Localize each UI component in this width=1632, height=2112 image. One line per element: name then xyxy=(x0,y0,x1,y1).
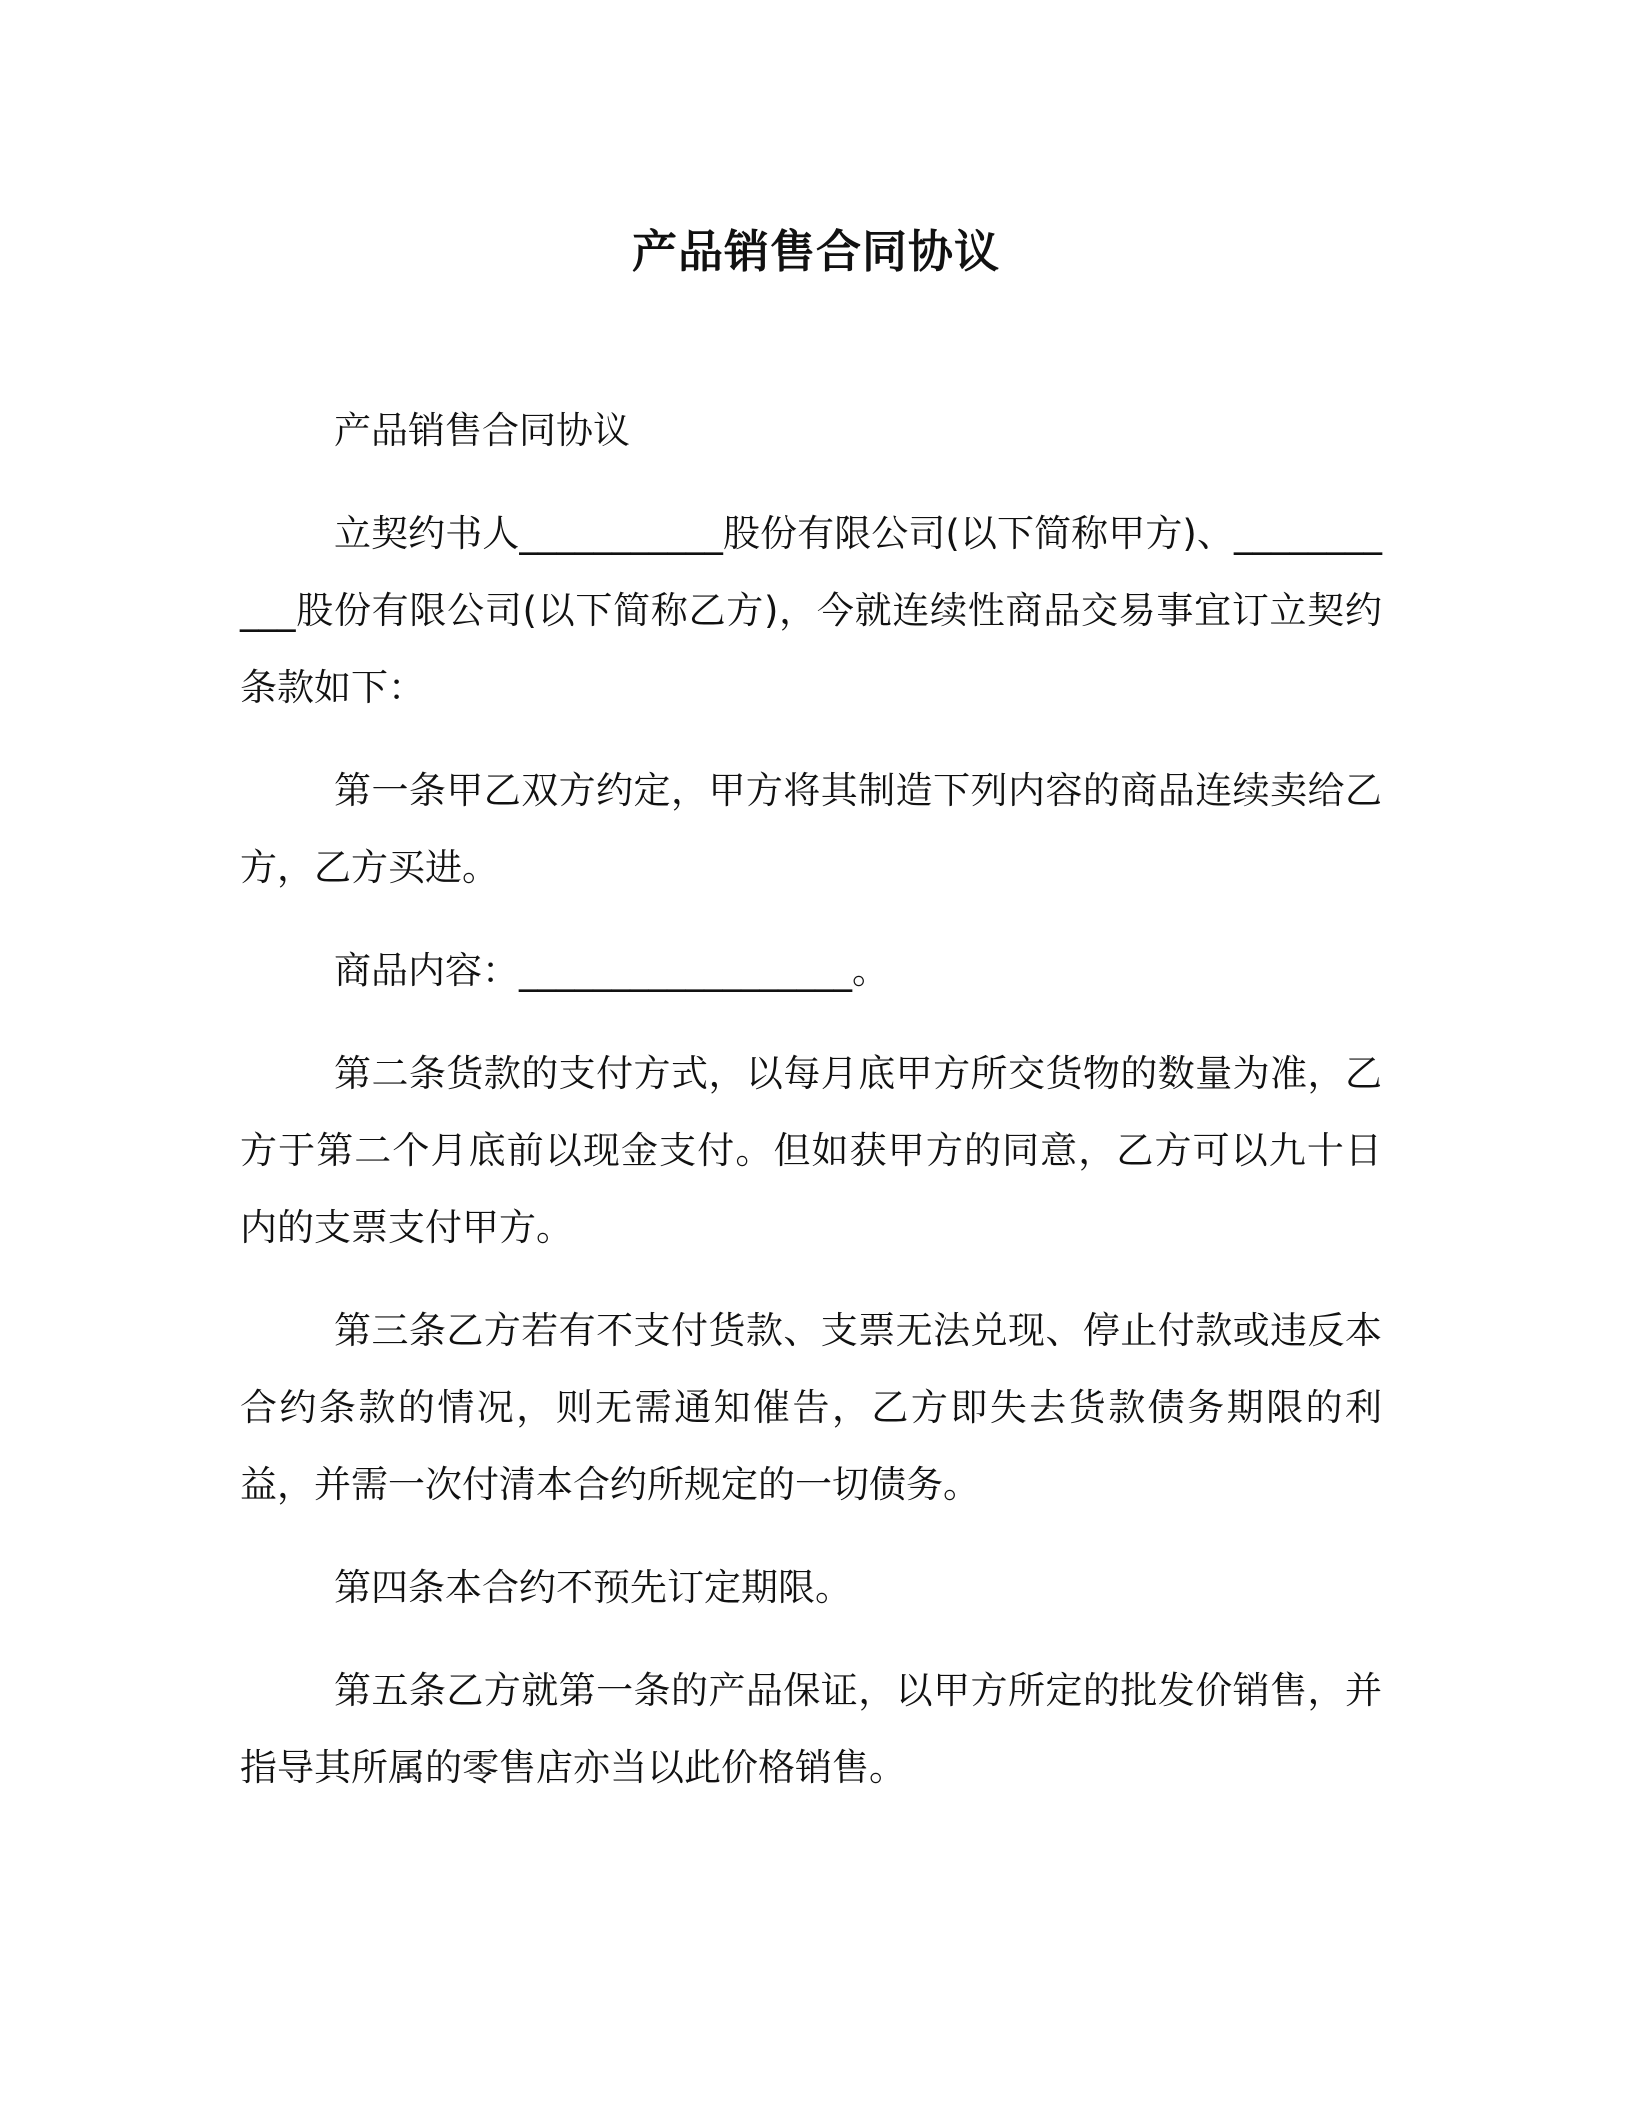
paragraph-article-3: 第三条乙方若有不支付货款、支票无法兑现、停止付款或违反本合约条款的情况，则无需通知催告，乙方即失去货款债务期限的利益，并需一次付清本合约所规定的一切债务。 xyxy=(240,1309,1382,1506)
paragraph-heading: 产品销售合同协议 xyxy=(334,409,630,452)
document-title: 产品销售合同协议 xyxy=(631,225,1000,278)
document-body xyxy=(240,392,1382,1832)
paragraph-parties: 立契约书人___________股份有限公司(以下简称甲方)、___________股份有限公司(以下简称乙方)，今就连续性商品交易事宜订立契约条款如下： xyxy=(240,512,1382,709)
paragraph-article-2: 第二条货款的支付方式，以每月底甲方所交货物的数量为准，乙方于第二个月底前以现金支付。但如获甲方的同意，乙方可以九十日内的支票支付甲方。 xyxy=(240,1052,1382,1249)
paragraph-article-4: 第四条本合约不预先订定期限。 xyxy=(334,1566,852,1609)
paragraph-goods: 商品内容：__________________。 xyxy=(334,949,889,992)
paragraph-article-5: 第五条乙方就第一条的产品保证，以甲方所定的批发价销售，并指导其所属的零售店亦当以此价格销售。 xyxy=(240,1669,1382,1789)
paragraph-article-1: 第一条甲乙双方约定，甲方将其制造下列内容的商品连续卖给乙方，乙方买进。 xyxy=(240,769,1382,889)
